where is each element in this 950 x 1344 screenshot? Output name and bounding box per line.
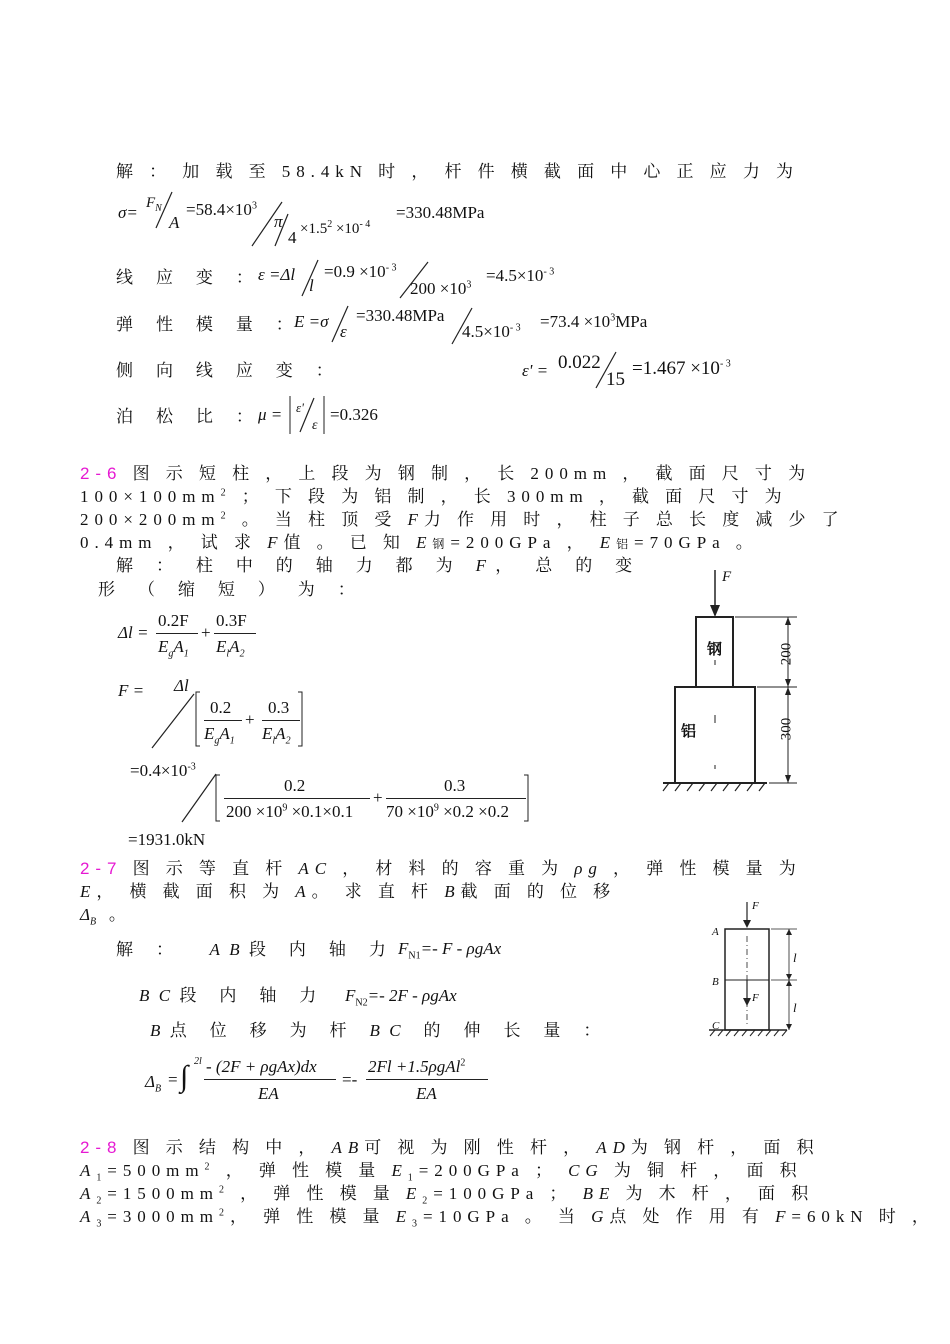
p27-fn1: $F_{N1}=-$ F - ρgAx: [398, 939, 502, 962]
p28-line3: $A_2=1500mm^2$ ， 弹 性 模 量 $E_2=100GPa$ ； BE 为 木 杆 ， 面 积: [80, 1184, 815, 1207]
eq3-bar1: [224, 798, 370, 799]
p27-bc: BC段 内 轴 力: [139, 986, 326, 1005]
fig27-l-top: l: [793, 950, 797, 965]
sigma-lhs: σ=: [118, 203, 138, 222]
lateral-den: 15: [606, 369, 625, 390]
lateral-result: $=1.467 \times 10^{- 3}$: [632, 358, 731, 379]
int-upper: 2l: [194, 1056, 202, 1067]
poisson-lhs: μ =: [258, 405, 283, 424]
eq2-plus: +: [245, 710, 255, 729]
sigma-den: $\times 1.5^2 \times 10^{- 4}$: [300, 219, 371, 237]
eq1-n1: 0.2F: [158, 611, 189, 630]
strain-l: l: [309, 276, 314, 295]
eq1-lhs: Δl =: [118, 623, 149, 642]
fig27-c: C: [712, 1020, 720, 1032]
fig27-b: B: [712, 976, 719, 988]
eq3-n2: 0.3: [444, 776, 466, 795]
poisson-eps-bot: ε: [312, 418, 318, 433]
eq1-plus: +: [201, 623, 211, 642]
strain-result: $=4.5\times 10^{- 3}$: [486, 266, 555, 285]
mid-force-arrow-icon: [743, 998, 751, 1006]
lateral-num: 0.022: [558, 352, 601, 373]
lateral-label: 侧 向 线 应 变 ：: [116, 361, 343, 380]
p27-sol: 解 ： AB段 内 轴 力: [116, 940, 396, 959]
strain-den: $200 \times 10^3$: [410, 279, 472, 298]
eq2-d1: $E_gA_1$: [204, 724, 235, 747]
modulus-lhs: E =σ: [294, 312, 329, 331]
strain-lhs: ε =Δl: [258, 265, 296, 284]
fig27-f-top: F: [752, 900, 759, 912]
p27-bpoint: B点 位 移 为 杆 BC 的 伸 长 量 ：: [150, 1021, 610, 1040]
poisson-label: 泊 松 比 ：: [116, 407, 263, 426]
eq1-d1: $E_gA_1$: [158, 637, 189, 660]
int-sign: ∫: [180, 1060, 189, 1093]
p26-sol1: 解 ： 柱 中 的 轴 力 都 为 F， 总 的 变: [116, 556, 642, 575]
eq3-n1: 0.2: [284, 776, 306, 795]
fig26-f: F: [722, 569, 732, 585]
eq2-slash: [150, 692, 200, 750]
eq1-n2: 0.3F: [216, 611, 247, 630]
modulus-eps: ε: [340, 322, 347, 341]
fig27-f-mid: F: [752, 992, 759, 1004]
modulus-num: =330.48MPa: [356, 306, 445, 325]
modulus-label: 弹 性 模 量 ：: [116, 315, 303, 334]
p26-line4: 0.4mm ， 试 求 F值 。 已 知 E钢=200GPa ， E铝=70GPa 。: [80, 533, 759, 552]
eq1-d2: $E_lA_2$: [216, 637, 245, 660]
eq2-n1: 0.2: [210, 698, 232, 717]
eq2-n2: 0.3: [268, 698, 290, 717]
fig26-al: 铝: [681, 724, 697, 740]
int-den: EA: [258, 1084, 279, 1103]
strain-num: $=0.9 \times 10^{- 3}$: [324, 262, 397, 281]
eq3-d1: $200 \times 10^9 \times 0.1\times 0.1$: [226, 802, 354, 821]
p26-line1: 2-6 图 示 短 柱 ， 上 段 为 钢 制 ， 长 200mm ， 截 面 尺 寸 为: [80, 464, 812, 483]
p28-line1: 2-8 图 示 结 构 中 ， AB可 视 为 刚 性 杆 ， AD为 钢 杆 ， 面 积: [80, 1138, 820, 1157]
sigma-fn: $F_N$: [146, 195, 162, 214]
p28-line4: $A_3=3000mm^2$， 弹 性 模 量 $E_3=10GPa$ 。 当 G点 处 作 用 有 F=60kN 时 ，: [80, 1207, 935, 1230]
fig26-steel: 钢: [707, 642, 723, 658]
base-hatch: [710, 1030, 787, 1036]
p27-line1: 2-7 图 示 等 直 杆 AC ， 材 料 的 容 重 为 ρg ， 弹 性 模 量 为: [80, 859, 802, 878]
sigma-num: $=58.4\times 10^3$: [186, 200, 257, 219]
poisson-abs: [286, 396, 330, 436]
eq3-lhs: $=0.4\times 10^{-3}$: [130, 761, 196, 780]
force-arrow-icon: [710, 605, 720, 617]
p25-intro: 解 ： 加 载 至 58.4kN 时 ， 杆 件 横 截 面 中 心 正 应 力 为: [116, 162, 799, 181]
p27-fn2: $F_{N2}=-$ 2F - ρgAx: [345, 986, 457, 1009]
ground-hatch: [663, 783, 765, 791]
int-eq: =: [168, 1070, 178, 1089]
sigma-four: 4: [288, 228, 297, 247]
p27-line3: $\Delta_B$ 。: [80, 905, 126, 928]
eq2-bar2: [262, 720, 300, 721]
int-bar2: [366, 1079, 488, 1080]
poisson-eps-top: ε': [296, 400, 304, 415]
fig26-200: 200: [778, 642, 795, 666]
fig26-300: 300: [778, 717, 795, 741]
sigma-pi: π: [274, 212, 283, 231]
eq2-lhs: F =: [118, 681, 145, 700]
strain-label: 线 应 变 ：: [116, 268, 263, 287]
p28-line2: $A_1=500mm^2$ ， 弹 性 模 量 $E_1=200GPa$ ； CG 为 铜 杆 ， 面 积: [80, 1161, 803, 1184]
int-mid: =-: [342, 1070, 358, 1089]
p27-line2: E， 横 截 面 积 为 A。 求 直 杆 B截 面 的 位 移: [80, 882, 617, 901]
int-lhs: $\Delta_B$: [145, 1072, 162, 1095]
sigma-result: =330.48MPa: [396, 203, 485, 222]
p26-sol2: 形 （ 缩 短 ） 为 ：: [98, 580, 365, 599]
eq2-bar1: [204, 720, 242, 721]
top-force-arrow-icon: [743, 920, 751, 928]
modulus-result: $=73.4 \times 10^3MPa$: [540, 312, 648, 331]
eq3-plus: +: [373, 788, 383, 807]
p26-line3: $200\times 200mm^2$ 。 当 柱 顶 受 F力 作 用 时 ， 柱 子 总 长 度 减 少 了: [80, 510, 845, 529]
int-den2: EA: [416, 1084, 437, 1103]
eq4: =1931.0kN: [128, 830, 206, 849]
eq2-top: Δl: [174, 676, 189, 695]
int-num2: 2Fl +1.5ρgAl$^2$: [368, 1057, 466, 1076]
poisson-result: =0.326: [330, 405, 378, 424]
eq3-d2: $70 \times 10^9 \times 0.2 \times 0.2$: [386, 802, 510, 821]
int-num: - (2F + ρgAx)dx: [206, 1057, 317, 1076]
modulus-den: $4.5\times 10^{- 3}$: [462, 322, 521, 341]
sigma-a: A: [169, 213, 180, 232]
fig27-l-bot: l: [793, 1000, 797, 1015]
fig27-a: A: [712, 926, 719, 938]
lateral-lhs: ε' =: [522, 361, 549, 380]
eq1-bar1: [156, 633, 198, 634]
eq3-bar2: [386, 798, 526, 799]
eq2-d2: $E_lA_2$: [262, 724, 291, 747]
bar-figure: [705, 896, 805, 1046]
p26-line2: $100\times 100mm^2$ ； 下 段 为 铝 制 ， 长 300mm ， 截 面 尺 寸 为: [80, 487, 788, 506]
eq1-bar2: [214, 633, 256, 634]
int-bar1: [204, 1079, 336, 1080]
column-figure: [655, 565, 815, 795]
